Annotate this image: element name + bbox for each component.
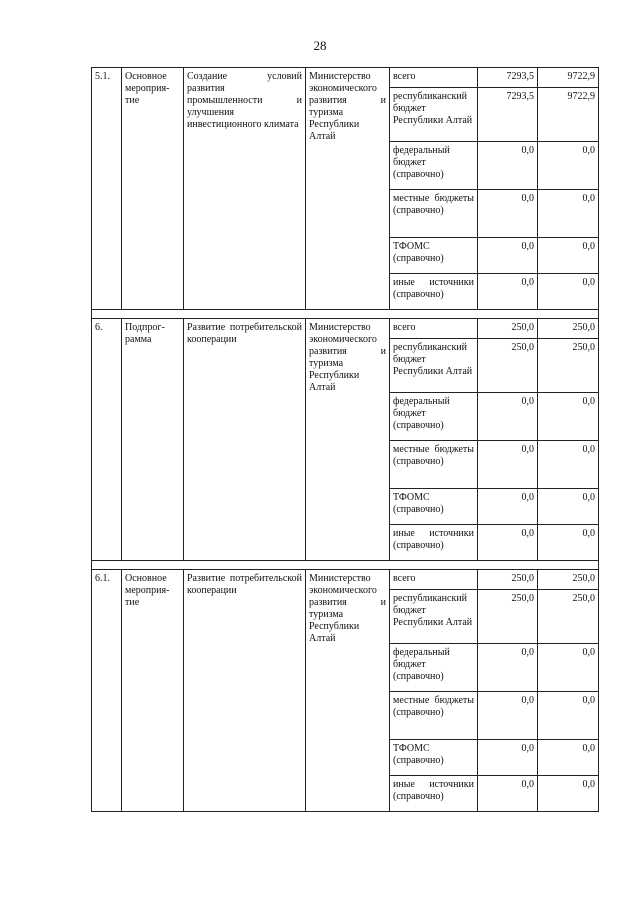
page-number: 28 xyxy=(313,38,327,53)
table-row xyxy=(92,68,599,88)
funding-source-cell: федеральный бюджет (справочно) xyxy=(390,142,478,190)
amount-cell-v2: 0,0 xyxy=(538,525,599,561)
amount-cell-v1: 0,0 xyxy=(478,740,538,776)
funding-source-cell: иные источники (справочно) xyxy=(390,776,478,812)
amount-cell-v1: 0,0 xyxy=(478,644,538,692)
amount-cell-v1: 0,0 xyxy=(478,142,538,190)
amount-cell-v2: 0,0 xyxy=(538,489,599,525)
amount-cell-v2: 0,0 xyxy=(538,190,599,238)
section-gap-cell xyxy=(92,310,599,319)
funding-source-cell: ТФОМС (справочно) xyxy=(390,238,478,274)
amount-cell-v2: 250,0 xyxy=(538,339,599,393)
amount-cell-v1: 250,0 xyxy=(478,590,538,644)
funding-source-cell: местные бюджеты (справочно) xyxy=(390,190,478,238)
amount-cell-v1: 0,0 xyxy=(478,441,538,489)
amount-cell-v2: 9722,9 xyxy=(538,68,599,88)
funding-source-cell: ТФОМС (справочно) xyxy=(390,740,478,776)
amount-cell-v1: 0,0 xyxy=(478,776,538,812)
funding-source-cell: республиканский бюджет Республики Алтай xyxy=(390,339,478,393)
executor-cell: Министерство экономического развития и туризма Республики Алтай xyxy=(306,68,390,310)
section-gap xyxy=(92,561,599,570)
amount-cell-v1: 0,0 xyxy=(478,489,538,525)
item-number-cell: 5.1. xyxy=(92,68,122,310)
table-row xyxy=(92,319,599,339)
amount-cell-v1: 0,0 xyxy=(478,692,538,740)
item-type-cell: Основное мероприя-тие xyxy=(122,570,184,812)
amount-cell-v2: 0,0 xyxy=(538,441,599,489)
amount-cell-v2: 0,0 xyxy=(538,142,599,190)
executor-cell: Министерство экономического развития и туризма Республики Алтай xyxy=(306,570,390,812)
item-type-cell: Основное мероприя-тие xyxy=(122,68,184,310)
funding-source-cell: республиканский бюджет Республики Алтай xyxy=(390,590,478,644)
amount-cell-v1: 7293,5 xyxy=(478,68,538,88)
item-number-cell: 6. xyxy=(92,319,122,561)
amount-cell-v2: 250,0 xyxy=(538,570,599,590)
amount-cell-v2: 0,0 xyxy=(538,274,599,310)
amount-cell-v2: 0,0 xyxy=(538,740,599,776)
funding-source-cell: местные бюджеты (справочно) xyxy=(390,441,478,489)
funding-source-cell: иные источники (справочно) xyxy=(390,525,478,561)
funding-source-cell: всего xyxy=(390,319,478,339)
executor-cell: Министерство экономического развития и туризма Республики Алтай xyxy=(306,319,390,561)
amount-cell-v1: 7293,5 xyxy=(478,88,538,142)
item-name-cell: Развитие потребительской кооперации xyxy=(184,570,306,812)
amount-cell-v2: 0,0 xyxy=(538,692,599,740)
amount-cell-v1: 0,0 xyxy=(478,274,538,310)
funding-source-cell: федеральный бюджет (справочно) xyxy=(390,393,478,441)
item-number-cell: 6.1. xyxy=(92,570,122,812)
table-row xyxy=(92,570,599,590)
funding-source-cell: всего xyxy=(390,570,478,590)
amount-cell-v1: 0,0 xyxy=(478,190,538,238)
amount-cell-v1: 250,0 xyxy=(478,339,538,393)
budget-table-body xyxy=(92,68,599,812)
amount-cell-v2: 9722,9 xyxy=(538,88,599,142)
amount-cell-v2: 250,0 xyxy=(538,319,599,339)
budget-table xyxy=(91,67,599,812)
amount-cell-v1: 250,0 xyxy=(478,319,538,339)
amount-cell-v2: 0,0 xyxy=(538,393,599,441)
amount-cell-v1: 0,0 xyxy=(478,238,538,274)
item-name-cell: Развитие потребительской кооперации xyxy=(184,319,306,561)
amount-cell-v2: 0,0 xyxy=(538,776,599,812)
funding-source-cell: всего xyxy=(390,68,478,88)
item-name-cell: Создание условий развития промышленности и улучшения инвестиционного климата xyxy=(184,68,306,310)
funding-source-cell: местные бюджеты (справочно) xyxy=(390,692,478,740)
amount-cell-v2: 0,0 xyxy=(538,644,599,692)
funding-source-cell: федеральный бюджет (справочно) xyxy=(390,644,478,692)
item-type-cell: Подпрог-рамма xyxy=(122,319,184,561)
funding-source-cell: ТФОМС (справочно) xyxy=(390,489,478,525)
amount-cell-v2: 250,0 xyxy=(538,590,599,644)
section-gap xyxy=(92,310,599,319)
amount-cell-v1: 0,0 xyxy=(478,393,538,441)
amount-cell-v2: 0,0 xyxy=(538,238,599,274)
section-gap-cell xyxy=(92,561,599,570)
amount-cell-v1: 0,0 xyxy=(478,525,538,561)
funding-source-cell: республиканский бюджет Республики Алтай xyxy=(390,88,478,142)
funding-source-cell: иные источники (справочно) xyxy=(390,274,478,310)
amount-cell-v1: 250,0 xyxy=(478,570,538,590)
